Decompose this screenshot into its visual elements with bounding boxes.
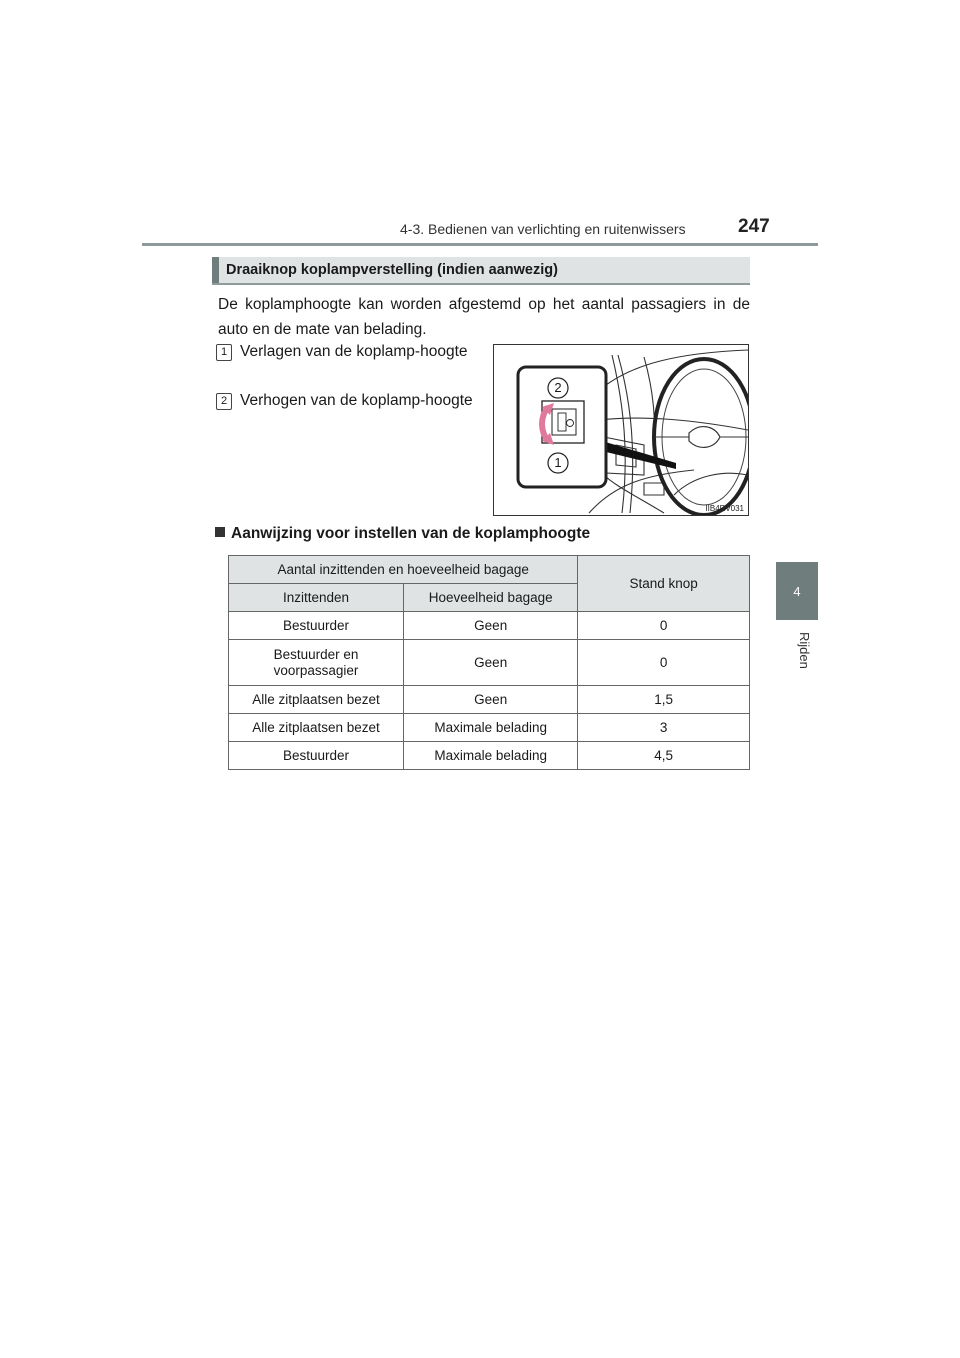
table-cell: Bestuurder <box>229 612 404 640</box>
chapter-label: Rijden <box>797 632 812 669</box>
headlight-dial-illustration <box>493 344 749 516</box>
table-cell: Bestuurder <box>229 742 404 770</box>
table-row <box>229 714 750 742</box>
table-cell: Alle zitplaatsen bezet <box>229 714 404 742</box>
step-text: Verlagen van de koplamp-hoogte <box>240 343 468 360</box>
table-cell: Maximale belading <box>404 742 578 770</box>
note-title: Aanwijzing voor instellen van de koplamphoogte <box>231 525 591 542</box>
section-heading <box>212 257 750 285</box>
square-bullet-icon <box>215 527 225 537</box>
step-number: 1 <box>216 344 232 361</box>
table-cell: Bestuurder en voorpassagier <box>229 640 404 686</box>
table-position-header: Stand knop <box>578 556 750 612</box>
headlight-setting-table <box>228 555 750 770</box>
table-cell: Alle zitplaatsen bezet <box>229 686 404 714</box>
callout-number: 1 <box>554 455 562 470</box>
step-item <box>216 340 486 364</box>
table-row <box>229 640 750 686</box>
page-number: 247 <box>738 216 770 237</box>
dashboard-drawing <box>494 345 748 515</box>
chapter-tab <box>776 562 818 620</box>
table-row <box>229 686 750 714</box>
header-rule <box>142 243 818 246</box>
table-cell: 3 <box>578 714 750 742</box>
header-title: 4-3. Bedienen van verlichting en ruitenwissers <box>400 221 686 237</box>
step-number: 2 <box>216 393 232 410</box>
intro-paragraph: De koplamphoogte kan worden afgestemd op het aantal passagiers in de auto en de mate van belading. <box>218 296 750 338</box>
table-sub-header: Inzittenden <box>229 584 404 612</box>
chapter-number: 4 <box>793 583 801 599</box>
heading-bar <box>212 257 219 283</box>
step-text: Verhogen van de koplamp-hoogte <box>240 392 473 409</box>
table-cell: 0 <box>578 612 750 640</box>
table-cell: 1,5 <box>578 686 750 714</box>
table-cell: Geen <box>404 640 578 686</box>
section-heading-text: Draaiknop koplampverstelling (indien aanwezig) <box>226 262 558 278</box>
callout-number: 2 <box>554 380 562 395</box>
table-group-header: Aantal inzittenden en hoeveelheid bagage <box>229 556 578 584</box>
table-sub-header: Hoeveelheid bagage <box>404 584 578 612</box>
table-cell: Maximale belading <box>404 714 578 742</box>
table-row <box>229 612 750 640</box>
table-row <box>229 742 750 770</box>
table-cell: 4,5 <box>578 742 750 770</box>
table-cell: Geen <box>404 686 578 714</box>
figure-code: IIB4RV031 <box>705 504 744 513</box>
table-cell: Geen <box>404 612 578 640</box>
step-item <box>216 389 486 413</box>
table-cell: 0 <box>578 640 750 686</box>
note-heading <box>215 525 590 543</box>
